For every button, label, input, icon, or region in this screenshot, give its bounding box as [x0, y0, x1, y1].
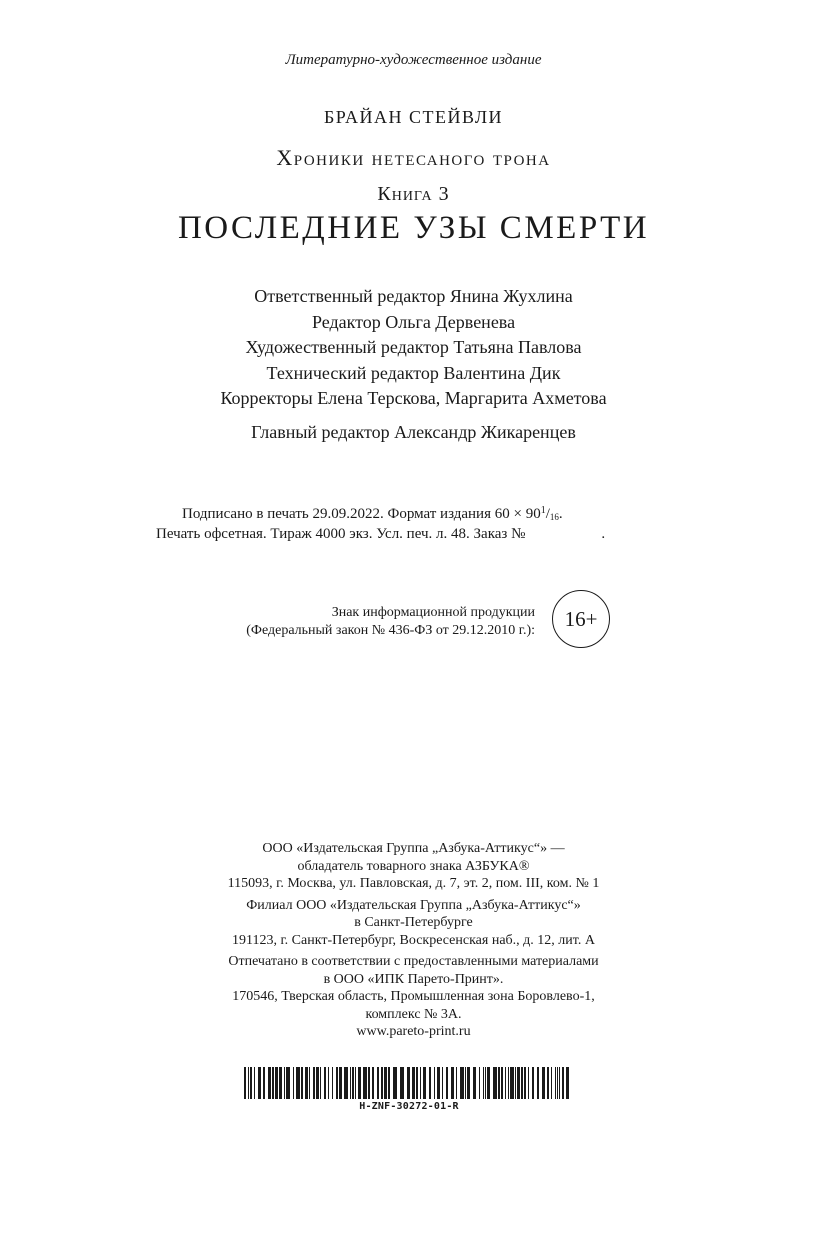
publisher-line: ООО «Издательская Группа „Азбука-Аттикус“» — — [262, 841, 565, 856]
credits-list — [0, 284, 827, 412]
info-sign-text — [205, 604, 535, 640]
author-name: БРАЙАН СТЕЙВЛИ — [323, 107, 504, 127]
publisher-line: 191123, г. Санкт-Петербург, Воскресенская наб., д. 12, лит. А — [232, 932, 595, 948]
printer-website: www.pareto-print.ru — [356, 1024, 471, 1039]
series-title: Хроники нетесаного трона — [276, 145, 551, 170]
info-sign-line2: (Федеральный закон № 436-ФЗ от 29.12.2010 г.): — [246, 623, 535, 638]
credit-line: Технический редактор Валентина Дик — [266, 362, 561, 383]
printer-line: в ООО «ИПК Парето-Принт». — [323, 971, 504, 987]
print-info-line2 — [156, 526, 605, 543]
printer-line: 170546, Тверская область, Промышленная зона Боровлево-1, — [232, 989, 595, 1004]
genre-label: Литературно-художественное издание — [285, 52, 542, 68]
publisher-info — [0, 840, 827, 1041]
format-denominator: 16 — [549, 512, 559, 522]
book-number: Книга 3 — [377, 183, 450, 205]
credit-line: Редактор Ольга Дервенева — [311, 311, 516, 332]
info-sign-line1: Знак информационной продукции — [331, 605, 535, 620]
print-info-line1 — [182, 505, 563, 523]
publisher-line: в Санкт-Петербурге — [354, 915, 473, 930]
credit-line: Корректоры Елена Терскова, Маргарита Ахметова — [220, 388, 607, 408]
chief-editor: Главный редактор Александр Жикаренцев — [251, 422, 576, 442]
credit-line: Художественный редактор Татьяна Павлова — [245, 337, 582, 357]
barcode-label: H-ZNF-30272-01-R — [359, 1101, 459, 1112]
book-title: ПОСЛЕДНИЕ УЗЫ СМЕРТИ — [177, 210, 650, 246]
format-numerator: 1 — [540, 505, 546, 516]
printer-line: Отпечатано в соответствии с предоставленными материалами — [228, 954, 599, 969]
format-fraction: $^1/_{16}$ — [540, 505, 559, 522]
print-signed-text: Подписано в печать 29.09.2022. Формат издания 60 × 90 — [182, 506, 541, 522]
publisher-line: 115093, г. Москва, ул. Павловская, д. 7, эт. 2, пом. III, ком. № 1 — [227, 876, 600, 891]
barcode-icon — [244, 1067, 574, 1099]
print-line1-end: . — [558, 506, 563, 522]
print-run-text: Печать офсетная. Тираж 4000 экз. Усл. печ. л. 48. Заказ № — [156, 526, 526, 542]
printer-line: комплекс № 3А. — [365, 1006, 462, 1022]
publisher-line: Филиал ООО «Издательская Группа „Азбука-Аттикус“» — [246, 897, 581, 913]
publisher-line: обладатель товарного знака АЗБУКА® — [297, 858, 530, 874]
print-line2-end: . — [601, 526, 606, 542]
age-rating-badge: 16+ — [552, 590, 610, 648]
credit-line: Ответственный редактор Янина Жухлина — [254, 286, 573, 306]
